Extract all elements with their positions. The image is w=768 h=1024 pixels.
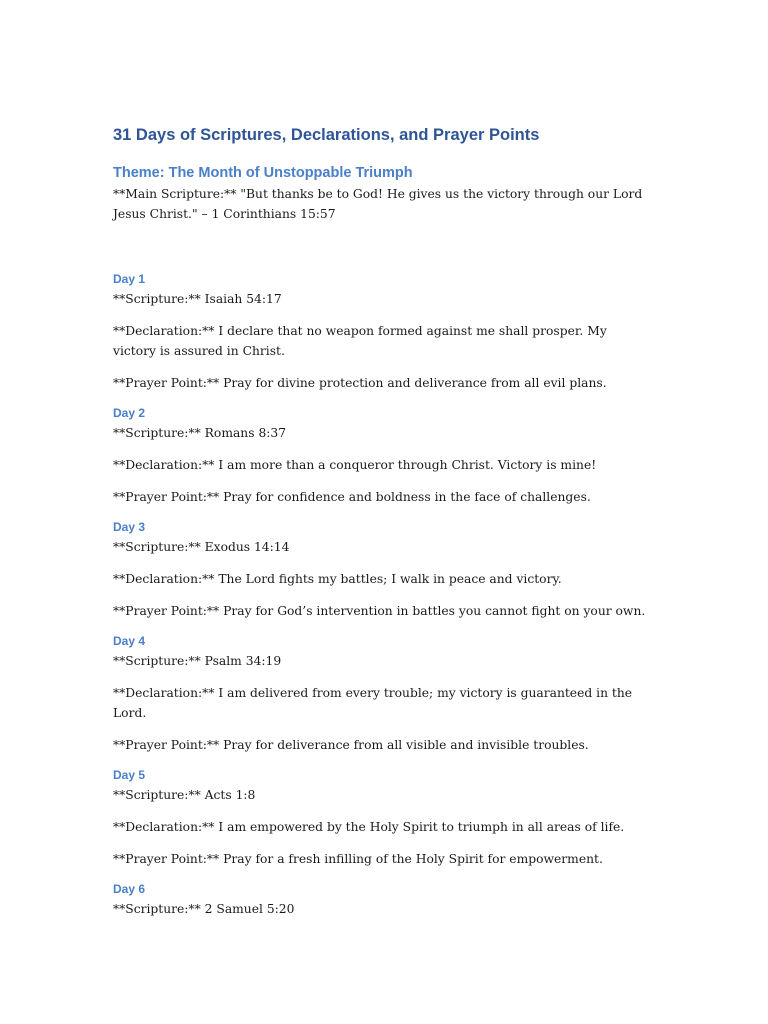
day-heading: Day 4	[113, 634, 146, 648]
day-heading: Day 2	[113, 406, 146, 420]
day-declaration: **Declaration:** I am delivered from every trouble; my victory is guaranteed in the Lord.	[113, 686, 633, 720]
document-content	[113, 124, 653, 929]
day-declaration: **Declaration:** The Lord fights my battles; I walk in peace and victory.	[113, 572, 562, 586]
day-section-4	[113, 631, 653, 755]
day-declaration: **Declaration:** I declare that no weapon formed against me shall prosper. My victory is assured in Christ.	[113, 324, 607, 358]
day-section-1	[113, 269, 653, 393]
day-section-2	[113, 403, 653, 507]
day-declaration: **Declaration:** I am empowered by the Holy Spirit to triumph in all areas of life.	[113, 820, 625, 834]
day-scripture: **Scripture:** 2 Samuel 5:20	[113, 902, 295, 916]
day-scripture: **Scripture:** Exodus 14:14	[113, 540, 290, 554]
day-heading: Day 1	[113, 272, 146, 286]
day-section-5	[113, 765, 653, 869]
day-scripture: **Scripture:** Romans 8:37	[113, 426, 287, 440]
day-scripture: **Scripture:** Isaiah 54:17	[113, 292, 282, 306]
day-prayer-point: **Prayer Point:** Pray for divine protection and deliverance from all evil plans.	[113, 376, 607, 390]
day-prayer-point: **Prayer Point:** Pray for confidence and boldness in the face of challenges.	[113, 490, 591, 504]
day-section-6	[113, 879, 653, 919]
day-prayer-point: **Prayer Point:** Pray for deliverance from all visible and invisible troubles.	[113, 738, 589, 752]
day-scripture: **Scripture:** Acts 1:8	[113, 788, 256, 802]
main-scripture: **Main Scripture:** "But thanks be to God! He gives us the victory through our Lord Jesus Christ." – 1 Corinthians 15:57	[113, 187, 643, 221]
days-list	[113, 269, 653, 919]
day-heading: Day 3	[113, 520, 146, 534]
day-declaration: **Declaration:** I am more than a conqueror through Christ. Victory is mine!	[113, 458, 597, 472]
day-heading: Day 6	[113, 882, 146, 896]
day-heading: Day 5	[113, 768, 146, 782]
theme-heading: Theme: The Month of Unstoppable Triumph	[113, 165, 413, 181]
day-prayer-point: **Prayer Point:** Pray for a fresh infilling of the Holy Spirit for empowerment.	[113, 852, 603, 866]
document-title: 31 Days of Scriptures, Declarations, and Prayer Points	[113, 126, 540, 144]
day-scripture: **Scripture:** Psalm 34:19	[113, 654, 282, 668]
day-prayer-point: **Prayer Point:** Pray for God’s intervention in battles you cannot fight on your own.	[113, 604, 646, 618]
day-section-3	[113, 517, 653, 621]
